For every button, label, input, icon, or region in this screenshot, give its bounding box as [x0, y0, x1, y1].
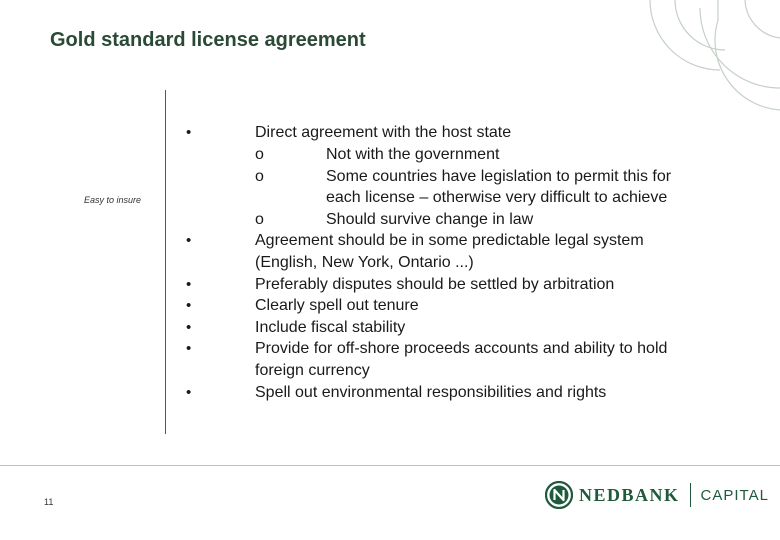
sub-bullet-marker: o	[255, 211, 264, 228]
sub-bullet-marker: o	[255, 168, 264, 185]
nedbank-capital-logo	[545, 480, 769, 510]
side-label: Easy to insure	[84, 195, 142, 205]
bullet-marker: •	[186, 276, 192, 293]
footer-divider	[0, 465, 780, 466]
vertical-divider	[165, 90, 166, 434]
sub-bullet-text: Some countries have legislation to permit this for	[326, 168, 672, 185]
bullet-marker: •	[186, 297, 192, 314]
bullet-text-continued: foreign currency	[255, 362, 370, 379]
bullet-text: Direct agreement with the host state	[255, 124, 512, 141]
nedbank-emblem-icon	[545, 481, 573, 509]
logo-separator	[690, 483, 691, 507]
bullet-text: Spell out environmental responsibilities and rights	[255, 384, 607, 401]
bullet-text: Agreement should be in some predictable legal system	[255, 232, 644, 249]
bullet-text: Include fiscal stability	[255, 319, 406, 336]
bullet-marker: •	[186, 340, 192, 357]
bullet-text-continued: (English, New York, Ontario ...)	[255, 254, 474, 271]
bullet-text: Clearly spell out tenure	[255, 297, 419, 314]
bullet-marker: •	[186, 124, 192, 141]
sub-bullet-text: Not with the government	[326, 146, 500, 163]
bullet-marker: •	[186, 319, 192, 336]
bullet-text: Preferably disputes should be settled by arbitration	[255, 276, 615, 293]
page-number: 11	[44, 497, 54, 507]
logo-brand-text: NEDBANK	[579, 484, 680, 505]
logo-division-text: CAPITAL	[700, 486, 769, 504]
bullet-marker: •	[186, 384, 192, 401]
sub-bullet-marker: o	[255, 146, 264, 163]
bullet-marker: •	[186, 232, 192, 249]
sub-bullet-text-continued: each license – otherwise very difficult to achieve	[326, 189, 668, 206]
bullet-text: Provide for off-shore proceeds accounts and ability to hold	[255, 340, 668, 357]
sub-bullet-text: Should survive change in law	[326, 211, 534, 228]
slide-title: Gold standard license agreement	[50, 29, 366, 51]
